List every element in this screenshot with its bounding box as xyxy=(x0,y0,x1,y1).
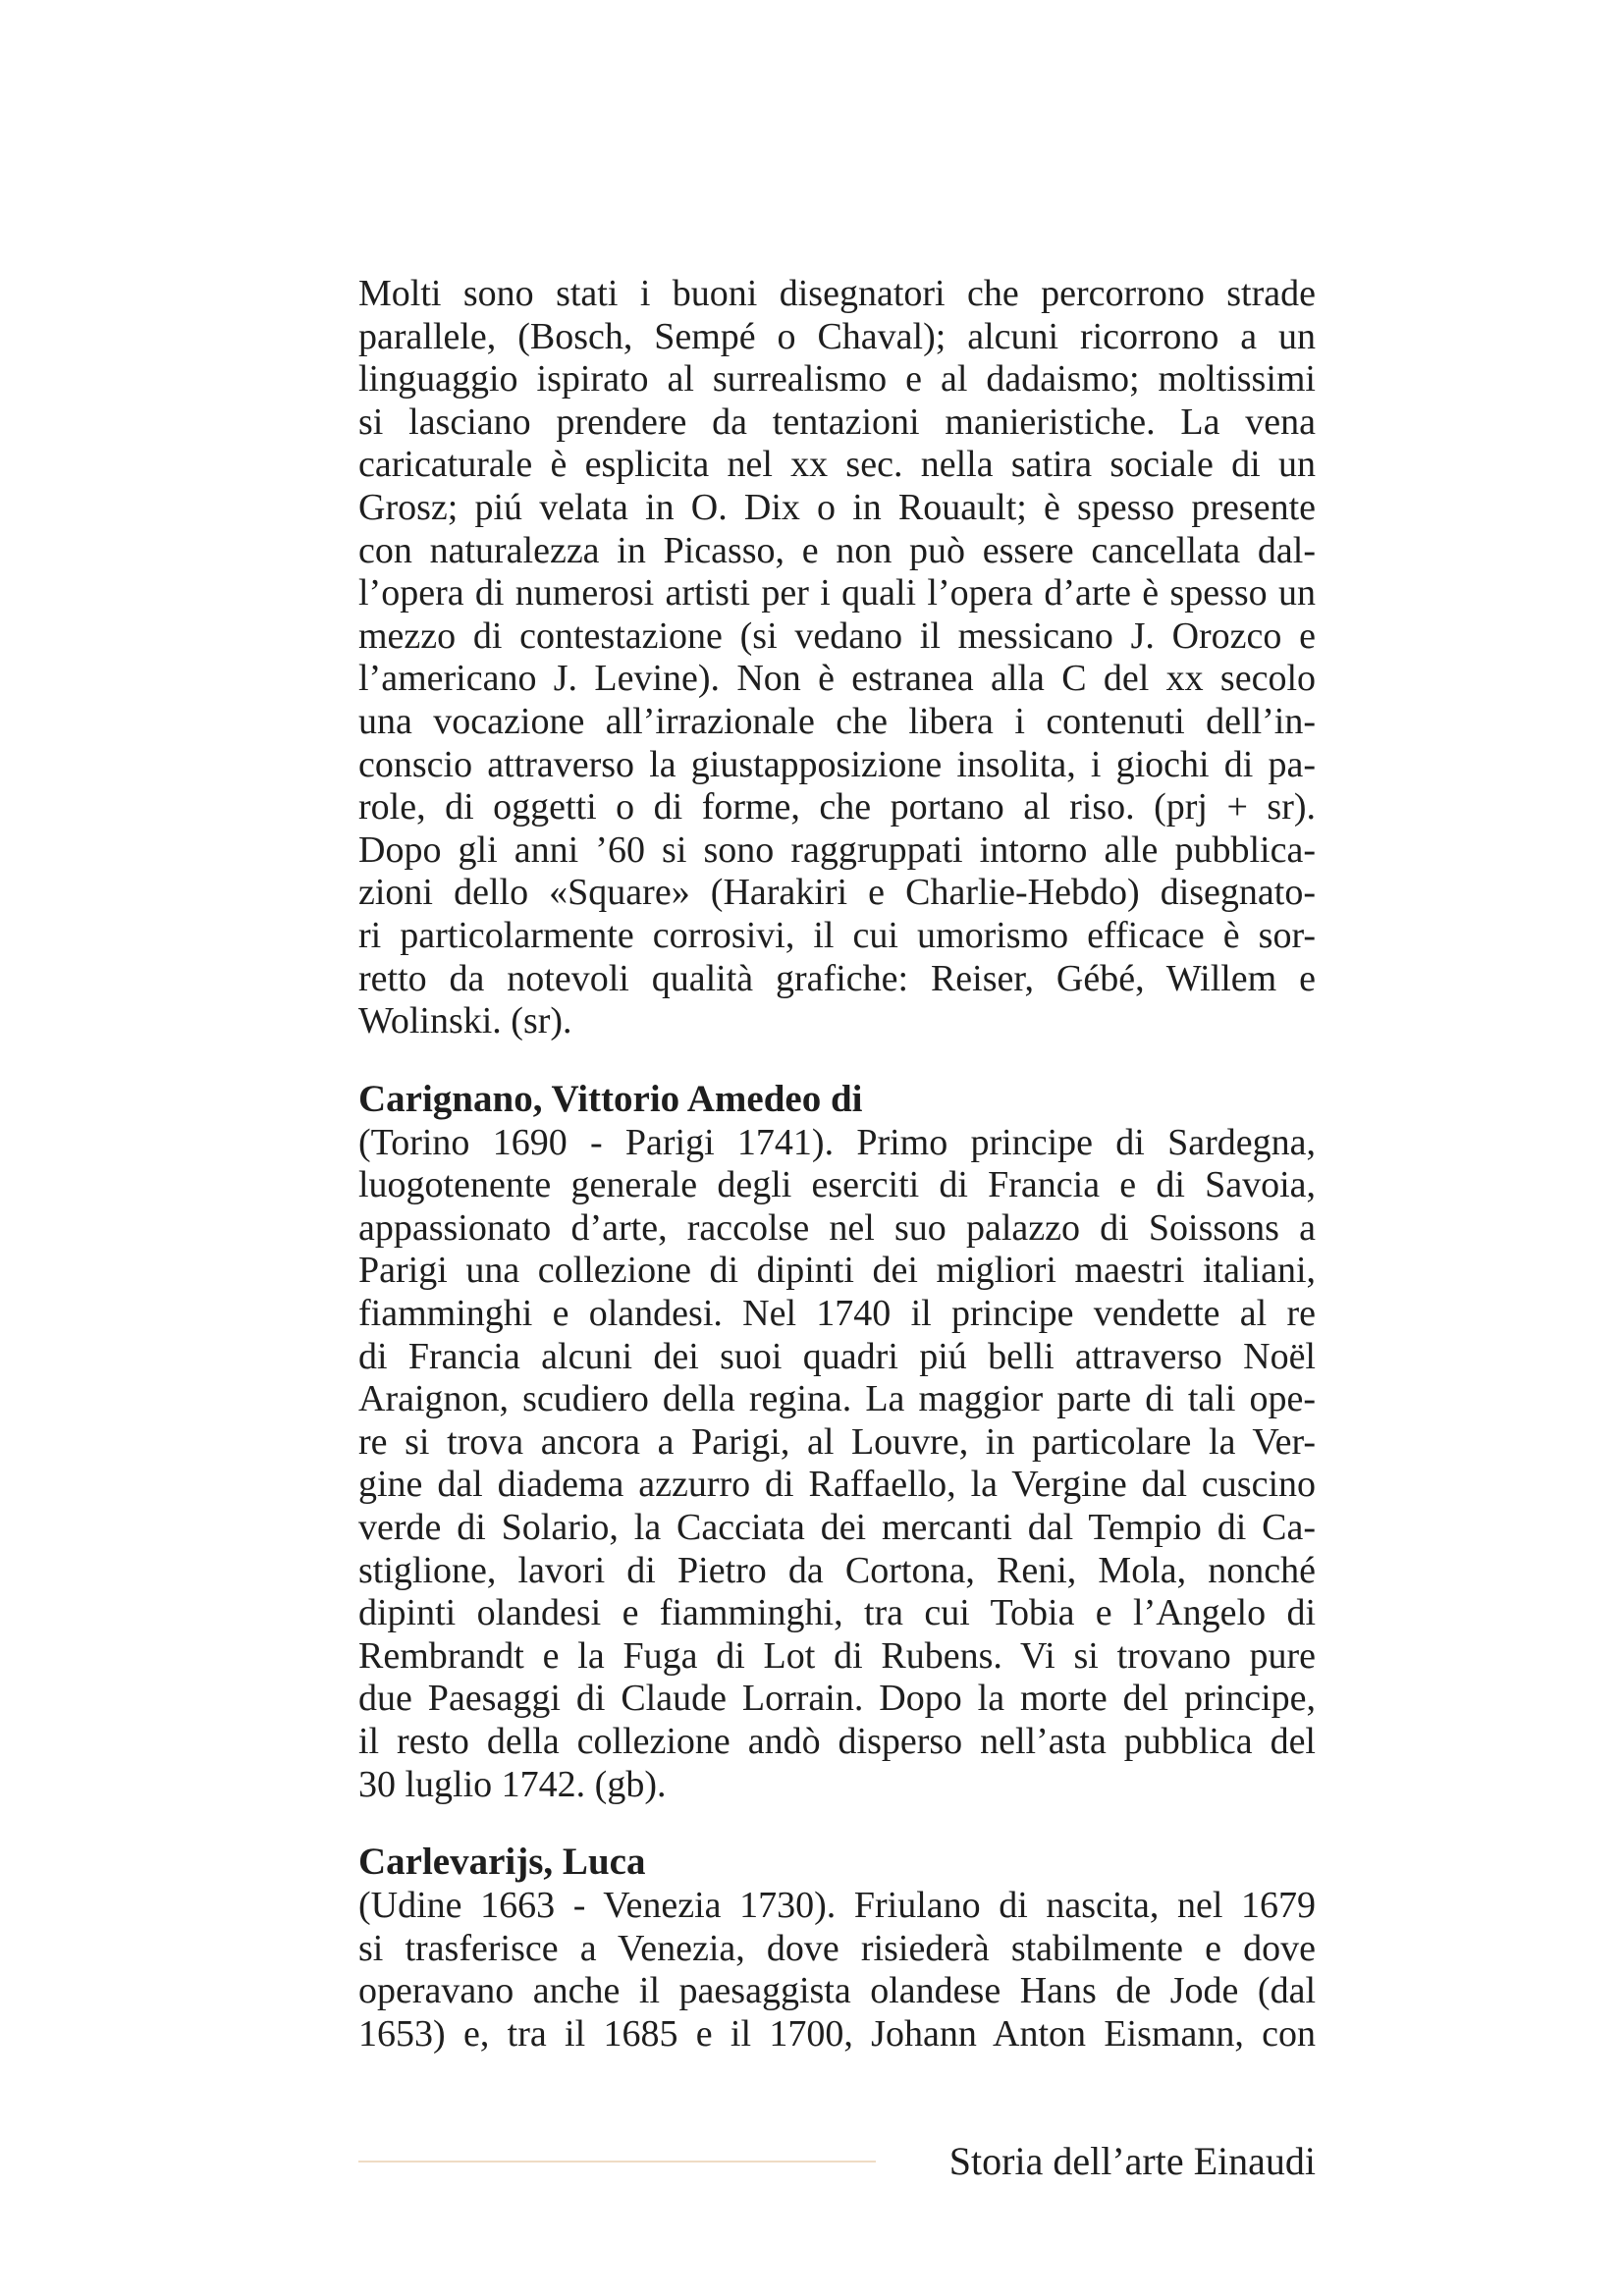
entry-body-carignano xyxy=(358,1122,1316,1807)
text-line: Dopo gli anni ’60 si sono raggruppati intorno alle pubblica- xyxy=(358,828,1316,871)
footer-rule xyxy=(358,2161,876,2163)
text-line: parallele, (Bosch, Sempé o Chaval); alcuni ricorrono a un xyxy=(358,315,1316,357)
text-line: luogotenente generale degli eserciti di Francia e di Savoia, xyxy=(358,1164,1316,1206)
intro-paragraph xyxy=(358,273,1316,1043)
footer-title: Storia dell’arte Einaudi xyxy=(948,2139,1316,2183)
text-line: dipinti olandesi e fiamminghi, tra cui Tobia e l’Angelo di xyxy=(358,1592,1316,1634)
entry-heading-carlevarijs: Carlevarijs, Luca xyxy=(358,1841,646,1884)
text-line: Molti sono stati i buoni disegnatori che percorrono strade xyxy=(358,273,1316,314)
text-line: il resto della collezione andò disperso nell’asta pubblica del xyxy=(358,1721,1316,1762)
entry-body-carlevarijs xyxy=(358,1885,1316,2056)
text-line: si trasferisce a Venezia, dove risiederà stabilmente e dove xyxy=(358,1927,1316,1969)
text-line: mezzo di contestazione (si vedano il messicano J. Orozco e xyxy=(358,614,1316,657)
text-line: l’opera di numerosi artisti per i quali l’opera d’arte è spesso un xyxy=(358,572,1316,614)
text-line: con naturalezza in Picasso, e non può essere cancellata dal- xyxy=(358,529,1316,571)
text-line: operavano anche il paesaggista olandese Hans de Jode (dal xyxy=(358,1970,1316,2012)
text-line: si lasciano prendere da tentazioni manieristiche. La vena xyxy=(358,400,1316,443)
text-line: fiamminghi e olandesi. Nel 1740 il principe vendette al re xyxy=(358,1293,1316,1335)
text-line: zioni dello «Square» (Harakiri e Charlie-Hebdo) disegnato- xyxy=(358,872,1316,914)
text-line: 1653) e, tra il 1685 e il 1700, Johann Anton Eismann, con xyxy=(358,2012,1316,2055)
text-line: una vocazione all’irrazionale che libera i contenuti dell’in- xyxy=(358,700,1316,742)
page-body xyxy=(358,273,1316,2056)
text-line: caricaturale è esplicita nel xx sec. nella satira sociale di un xyxy=(358,444,1316,486)
text-line: verde di Solario, la Cacciata dei mercanti dal Tempio di Ca- xyxy=(358,1507,1316,1549)
text-line: 30 luglio 1742. (gb). xyxy=(358,1763,667,1805)
text-line: due Paesaggi di Claude Lorrain. Dopo la morte del principe, xyxy=(358,1678,1316,1720)
text-line: (Udine 1663 - Venezia 1730). Friulano di nascita, nel 1679 xyxy=(358,1885,1316,1927)
text-line: stiglione, lavori di Pietro da Cortona, Reni, Mola, nonché xyxy=(358,1549,1316,1591)
text-line: re si trova ancora a Parigi, al Louvre, in particolare la Ver- xyxy=(358,1420,1316,1463)
text-line: l’americano J. Levine). Non è estranea alla C del xx secolo xyxy=(358,658,1316,700)
text-line: Wolinski. (sr). xyxy=(358,1000,572,1042)
text-line: gine dal diadema azzurro di Raffaello, la Vergine dal cuscino xyxy=(358,1464,1316,1506)
text-line: linguaggio ispirato al surrealismo e al dadaismo; moltissimi xyxy=(358,358,1316,400)
text-line: Araignon, scudiero della regina. La maggior parte di tali ope- xyxy=(358,1378,1316,1420)
text-line: Grosz; piú velata in O. Dix o in Rouault; è spesso presente xyxy=(358,486,1316,528)
text-line: ri particolarmente corrosivi, il cui umorismo efficace è sor- xyxy=(358,914,1316,956)
entry-heading-carignano: Carignano, Vittorio Amedeo di xyxy=(358,1077,863,1120)
text-line: role, di oggetti o di forme, che portano al riso. (prj + sr). xyxy=(358,786,1316,828)
text-line: appassionato d’arte, raccolse nel suo palazzo di Soissons a xyxy=(358,1206,1316,1249)
text-line: (Torino 1690 - Parigi 1741). Primo principe di Sardegna, xyxy=(358,1121,1316,1163)
text-line: di Francia alcuni dei suoi quadri piú belli attraverso Noël xyxy=(358,1335,1316,1377)
text-line: Rembrandt e la Fuga di Lot di Rubens. Vi si trovano pure xyxy=(358,1634,1316,1677)
text-line: Parigi una collezione di dipinti dei migliori maestri italiani, xyxy=(358,1250,1316,1292)
text-line: retto da notevoli qualità grafiche: Reiser, Gébé, Willem e xyxy=(358,957,1316,999)
text-line: conscio attraverso la giustapposizione insolita, i giochi di pa- xyxy=(358,743,1316,785)
